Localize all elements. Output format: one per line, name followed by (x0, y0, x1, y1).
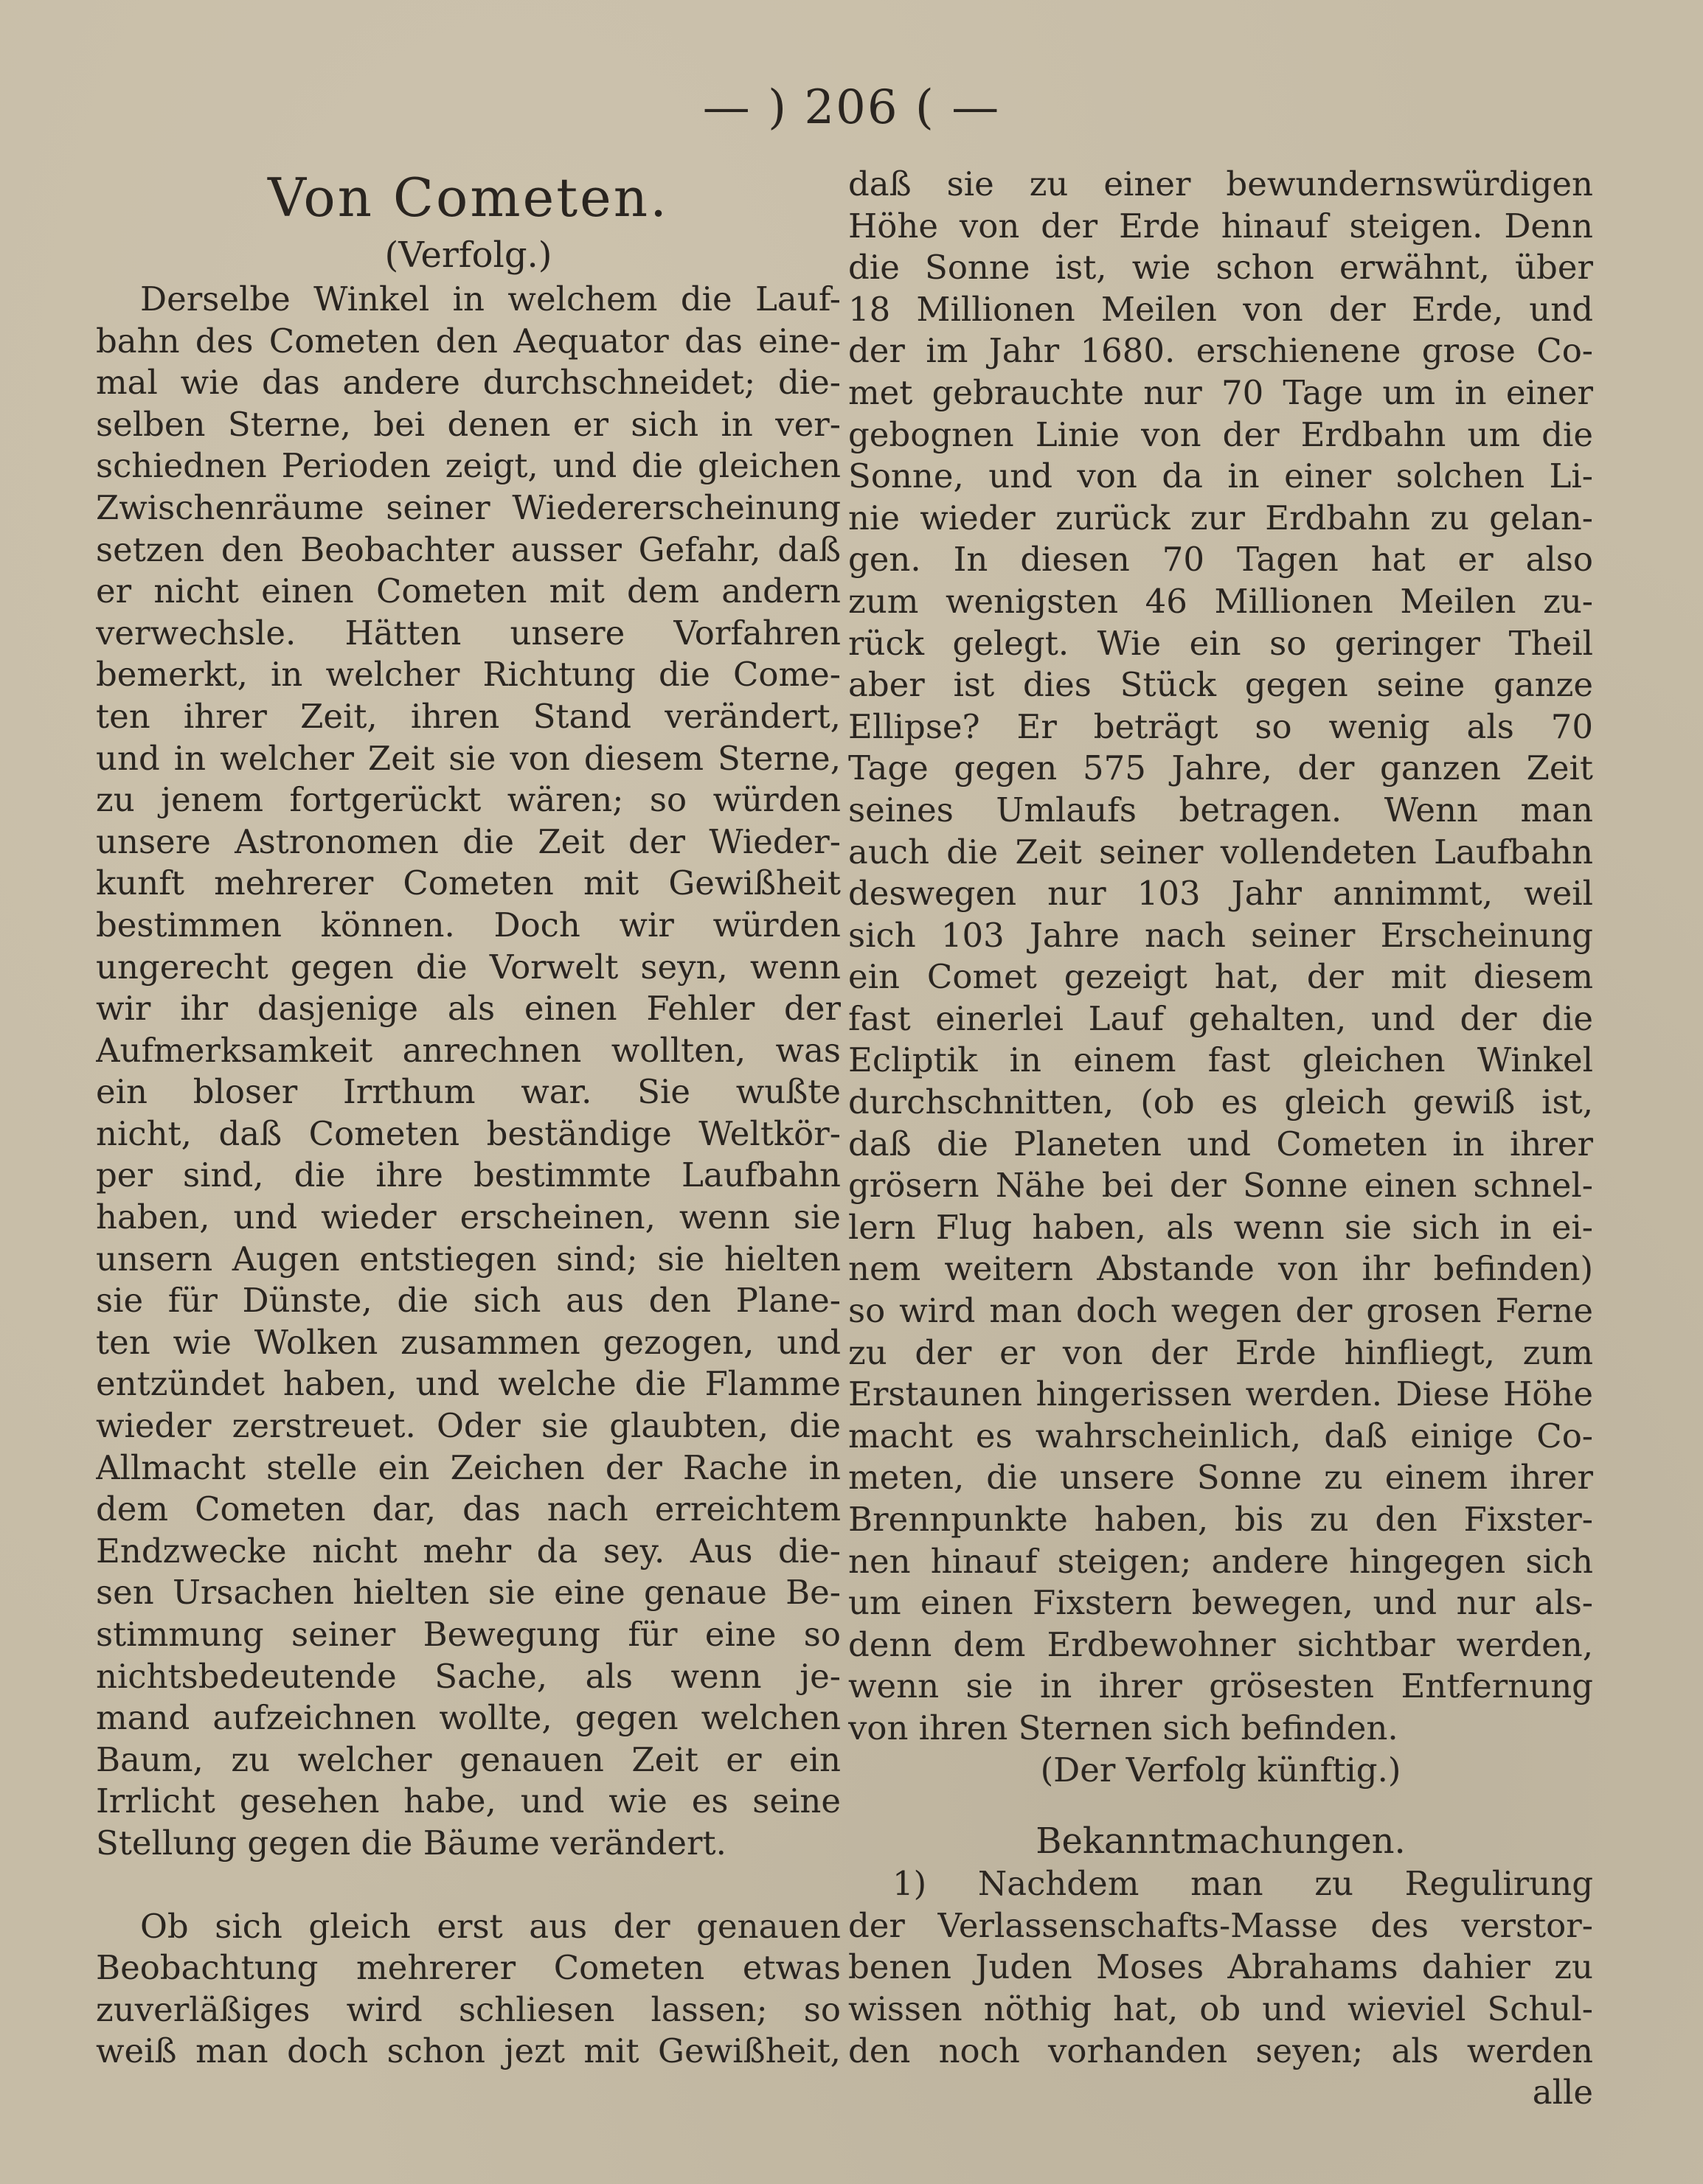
text-line: zu jenem fortgerückt wären; so würden (96, 780, 841, 820)
text-line: gen. In diesen 70 Tagen hat er also (848, 540, 1593, 580)
text-line: nem weitern Abstande von ihr befinden) (848, 1249, 1593, 1289)
text-line: selben Sterne, bei denen er sich in ver- (96, 404, 841, 444)
text-line: nie wieder zurück zur Erdbahn zu gelan- (848, 498, 1593, 538)
text-line: gebognen Linie von der Erdbahn um die (848, 414, 1593, 454)
text-line: wissen nöthig hat, ob und wieviel Schul- (848, 1989, 1593, 2028)
text-line: weiß man doch schon jezt mit Gewißheit, (96, 2031, 841, 2071)
text-line: um einen Fixstern bewegen, und nur als- (848, 1583, 1593, 1623)
section-gap (848, 1791, 1593, 1819)
text-line: auch die Zeit seiner vollendeten Laufbahn (848, 832, 1593, 872)
text-line: fast einerlei Lauf gehalten, und der die (848, 998, 1593, 1038)
text-line: Ecliptik in einem fast gleichen Winkel (848, 1040, 1593, 1080)
text-line: Tage gegen 575 Jahre, der ganzen Zeit (848, 748, 1593, 788)
text-line: met gebrauchte nur 70 Tage um in einer (848, 372, 1593, 412)
text-line: ein bloser Irrthum war. Sie wußte (96, 1072, 841, 1112)
text-line: Höhe von der Erde hinauf steigen. Denn (848, 206, 1593, 246)
text-line: setzen den Beobachter ausser Gefahr, daß (96, 529, 841, 569)
text-line: nichtsbedeutende Sache, als wenn je- (96, 1656, 841, 1696)
text-line: denn dem Erdbewohner sichtbar werden, (848, 1624, 1593, 1664)
text-line: haben, und wieder erscheinen, wenn sie (96, 1197, 841, 1237)
text-line: meten, die unsere Sonne zu einem ihrer (848, 1458, 1593, 1498)
text-line: unsern Augen entstiegen sind; sie hielten (96, 1239, 841, 1279)
text-line: Ellipse? Er beträgt so wenig als 70 (848, 706, 1593, 746)
text-line: Aufmerksamkeit anrechnen wollten, was (96, 1030, 841, 1070)
text-line: und in welcher Zeit sie von diesem Sterne, (96, 738, 841, 778)
text-line: Beobachtung mehrerer Cometen etwas (96, 1948, 841, 1988)
text-line: Derselbe Winkel in welchem die Lauf- (140, 279, 841, 319)
text-line: Zwischenräume seiner Wiedererscheinung (96, 487, 841, 527)
text-line: grösern Nähe bei der Sonne einen schnel- (848, 1166, 1593, 1206)
text-line: zu der er von der Erde hinfliegt, zum (848, 1332, 1593, 1372)
text-line: sen Ursachen hielten sie eine genaue Be- (96, 1573, 841, 1613)
text-line: per sind, die ihre bestimmte Laufbahn (96, 1155, 841, 1195)
left-paragraph-1 (96, 279, 841, 1865)
text-line: durchschnitten, (ob es gleich gewiß ist, (848, 1082, 1593, 1122)
left-paragraph-2 (96, 1906, 841, 2073)
text-line: schiednen Perioden zeigt, und die gleichen (96, 446, 841, 486)
text-line: nicht, daß Cometen beständige Weltkör- (96, 1113, 841, 1153)
text-line: der im Jahr 1680. erschienene grose Co- (848, 331, 1593, 371)
text-line: zum wenigsten 46 Millionen Meilen zu- (848, 581, 1593, 621)
text-line: wir ihr dasjenige als einen Fehler der (96, 989, 841, 1029)
text-line: ein Comet gezeigt hat, der mit diesem (848, 957, 1593, 997)
text-line: den noch vorhanden seyen; als werden (848, 2031, 1593, 2070)
text-line: deswegen nur 103 Jahr annimmt, weil (848, 874, 1593, 914)
text-line: dem Cometen dar, das nach erreichtem (96, 1489, 841, 1529)
text-line: seines Umlaufs betragen. Wenn man (848, 790, 1593, 830)
text-line: ten ihrer Zeit, ihren Stand verändert, (96, 696, 841, 736)
page-number-header: — ) 206 ( — (702, 80, 1001, 135)
text-line: verwechsle. Hätten unsere Vorfahren (96, 613, 841, 653)
text-line: kunft mehrerer Cometen mit Gewißheit (96, 863, 841, 903)
text-line: daß die Planeten und Cometen in ihrer (848, 1124, 1593, 1164)
text-line: 18 Millionen Meilen von der Erde, und (848, 289, 1593, 329)
text-line: Baum, zu welcher genauen Zeit er ein (96, 1739, 841, 1779)
text-line: stimmung seiner Bewegung für eine so (96, 1615, 841, 1654)
text-line: lern Flug haben, als wenn sie sich in ei- (848, 1207, 1593, 1247)
text-line: wieder zerstreuet. Oder sie glaubten, die (96, 1406, 841, 1446)
text-line: Endzwecke nicht mehr da sey. Aus die- (96, 1531, 841, 1571)
text-line: Irrlicht gesehen habe, und wie es seine (96, 1781, 841, 1821)
right-paragraph-1 (848, 164, 1593, 1750)
text-line: Stellung gegen die Bäume verändert. (96, 1823, 726, 1863)
text-line: Allmacht stelle ein Zeichen der Rache in (96, 1447, 841, 1487)
notice-paragraph (848, 1863, 1593, 2072)
article-subtitle: (Verfolg.) (384, 234, 552, 276)
text-line: Erstaunen hingerissen werden. Diese Höhe (848, 1374, 1593, 1414)
right-column (848, 164, 1593, 2114)
section-title-announcements: Bekanntmachungen. (1036, 1820, 1406, 1863)
text-line: aber ist dies Stück gegen seine ganze (848, 665, 1593, 705)
text-line: mand aufzeichnen wollte, gegen welchen (96, 1698, 841, 1738)
text-line: bahn des Cometen den Aequator das eine- (96, 321, 841, 361)
catchword: alle (1532, 2073, 1593, 2112)
text-line: entzündet haben, und welche die Flamme (96, 1364, 841, 1404)
text-line: so wird man doch wegen der grosen Ferne (848, 1291, 1593, 1331)
text-line: die Sonne ist, wie schon erwähnt, über (848, 248, 1593, 288)
text-line: benen Juden Moses Abrahams dahier zu (848, 1947, 1593, 1987)
text-line: ungerecht gegen die Vorwelt seyn, wenn (96, 947, 841, 987)
left-column (96, 164, 841, 2073)
text-line: bestimmen können. Doch wir würden (96, 905, 841, 945)
continued-note: (Der Verfolg künftig.) (1040, 1750, 1401, 1790)
article-title: Von Cometen. (267, 167, 670, 229)
text-line: Brennpunkte haben, bis zu den Fixster- (848, 1500, 1593, 1539)
text-line: sich 103 Jahre nach seiner Erscheinung (848, 915, 1593, 955)
text-line: daß sie zu einer bewundernswürdigen (848, 164, 1593, 204)
text-line: er nicht einen Cometen mit dem andern (96, 571, 841, 611)
text-line: 1) Nachdem man zu Regulirung (892, 1864, 1593, 1904)
text-line: zuverläßiges wird schliesen lassen; so (96, 1989, 841, 2029)
text-line: macht es wahrscheinlich, daß einige Co- (848, 1416, 1593, 1456)
text-line: unsere Astronomen die Zeit der Wieder- (96, 821, 841, 861)
text-line: sie für Dünste, die sich aus den Plane- (96, 1281, 841, 1321)
text-line: mal wie das andere durchschneidet; die- (96, 363, 841, 403)
text-line: wenn sie in ihrer grösesten Entfernung (848, 1666, 1593, 1706)
text-line: rück gelegt. Wie ein so geringer Theil (848, 623, 1593, 663)
text-line: der Verlassenschafts-Masse des verstor- (848, 1905, 1593, 1945)
text-line: nen hinauf steigen; andere hingegen sich (848, 1541, 1593, 1581)
paragraph-gap (96, 1865, 841, 1906)
text-line: von ihren Sternen sich befinden. (848, 1708, 1398, 1747)
text-line: Sonne, und von da in einer solchen Li- (848, 456, 1593, 496)
text-line: Ob sich gleich erst aus der genauen (140, 1906, 841, 1946)
text-line: bemerkt, in welcher Richtung die Come- (96, 655, 841, 695)
text-line: ten wie Wolken zusammen gezogen, und (96, 1322, 841, 1362)
